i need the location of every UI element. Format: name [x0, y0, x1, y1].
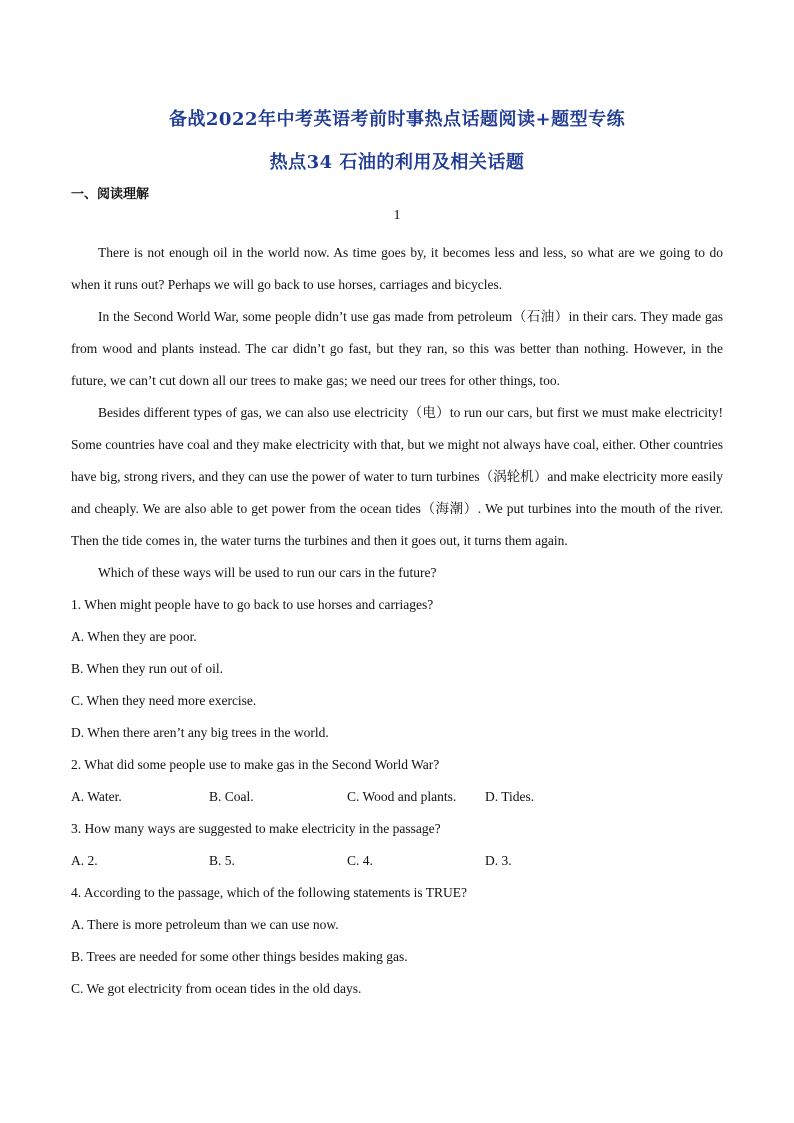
page-subtitle: 热点34 石油的利用及相关话题 [269, 152, 525, 173]
answer-option: C. Wood and plants. [347, 789, 457, 804]
page-title: 备战2022年中考英语考前时事热点话题阅读+题型专练 [168, 109, 626, 130]
answer-option: C. 4. [347, 853, 373, 868]
answer-option: D. Tides. [485, 789, 535, 804]
answer-option: A. Water. [71, 789, 122, 804]
question-stem: 3. How many ways are suggested to make electricity in the passage? [71, 821, 441, 836]
passage-paragraph: Besides different types of gas, we can also use electricity（电）to run our cars, but first we must make electricity! Some countries have coal and they make electricity with that, but we might not always have coal, either. Other countries have big, strong rivers, and they can use the power of water to turn turbines（涡轮机）and make electricity more easily and cheaply. We are also able to get power from the ocean tides（海潮）. We put turbines into the mouth of the river. Then the tide comes in, the water turns the turbines and then it goes out, it turns them again. [71, 405, 723, 548]
reading-body [71, 237, 723, 1005]
answer-options-row [71, 781, 723, 813]
answer-options-row [71, 845, 723, 877]
answer-option: B. When they run out of oil. [71, 661, 223, 676]
question-stem: 1. When might people have to go back to use horses and carriages? [71, 597, 434, 612]
passage-paragraph: In the Second World War, some people didn’t use gas made from petroleum（石油）in their cars. They made gas from wood and plants instead. The car didn’t go fast, but they ran, so this was better than nothing. However, in the future, we can’t cut down all our trees to make gas; we need our trees for other things, too. [71, 309, 723, 388]
answer-option: D. When there aren’t any big trees in the world. [71, 725, 329, 740]
answer-option: D. 3. [485, 853, 512, 868]
answer-option: C. When they need more exercise. [71, 693, 257, 708]
passage-paragraph: There is not enough oil in the world now. As time goes by, it becomes less and less, so what are we going to do when it runs out? Perhaps we will go back to use horses, carriages and bicycles. [71, 245, 723, 292]
answer-option: B. Trees are needed for some other things besides making gas. [71, 949, 408, 964]
answer-option: A. When they are poor. [71, 629, 197, 644]
question-stem: 2. What did some people use to make gas in the Second World War? [71, 757, 440, 772]
answer-option: B. Coal. [209, 789, 254, 804]
answer-option: C. We got electricity from ocean tides in the old days. [71, 981, 362, 996]
answer-option: A. There is more petroleum than we can use now. [71, 917, 339, 932]
answer-option: B. 5. [209, 853, 235, 868]
question-stem: 4. According to the passage, which of the following statements is TRUE? [71, 885, 468, 900]
section-heading: 一、阅读理解 [71, 187, 150, 202]
answer-option: A. 2. [71, 853, 98, 868]
passage-paragraph: Which of these ways will be used to run our cars in the future? [98, 565, 437, 580]
passage-number: 1 [393, 208, 401, 223]
